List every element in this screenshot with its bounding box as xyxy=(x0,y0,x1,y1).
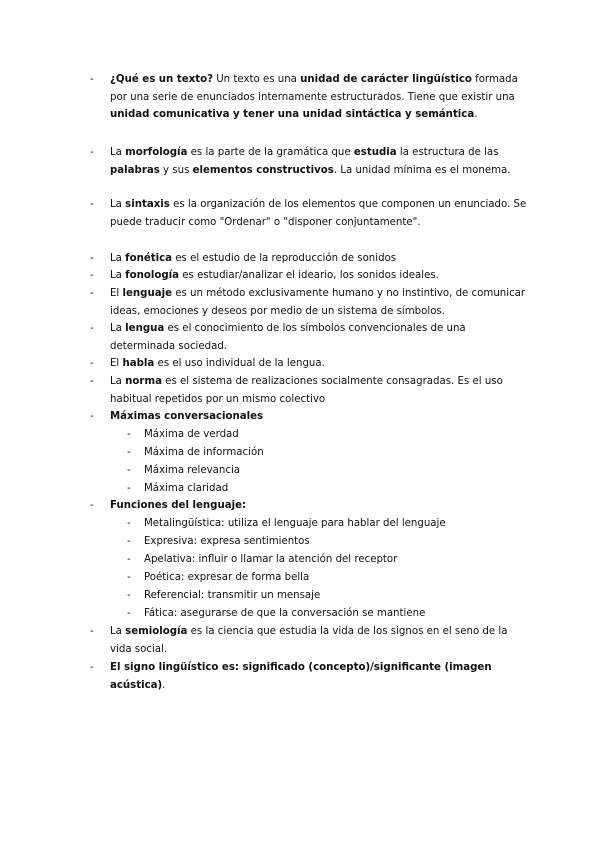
sub-item: - Fática: asegurarse de que la conversación se mantiene xyxy=(127,608,426,619)
sub-item: - Poética: expresar de forma bella xyxy=(127,572,310,583)
item-text: El habla es el uso individual de la lengua. xyxy=(110,358,325,369)
list-item-norma xyxy=(90,373,530,408)
sub-item: - Máxima claridad xyxy=(127,483,229,494)
item-text: La semiología es la ciencia que estudia la vida de los signos en el seno de la vida social. xyxy=(110,626,508,655)
list-item-signo xyxy=(90,659,530,694)
bullet-dash: - xyxy=(90,199,94,210)
bullet-dash: - xyxy=(90,147,94,158)
list-item-funciones xyxy=(90,497,530,515)
sub-item: - Metalingüística: utiliza el lenguaje para hablar del lenguaje xyxy=(127,518,446,529)
item-text: La sintaxis es la organización de los elementos que componen un enunciado. Se puede traducir como "Ordenar" o "disponer conjuntamente". xyxy=(110,199,527,228)
item-text: ¿Qué es un texto? Un texto es una unidad de carácter lingüístico formada por una serie de enunciados internamente estructurados. Tiene que existir una unidad comunicativa y tener una unidad sintáctica y semántica. xyxy=(110,74,518,120)
bullet-dash: - xyxy=(90,662,94,673)
list-item-morfologia xyxy=(90,144,530,179)
item-text: La fonología es estudiar/analizar el ideario, los sonidos ideales. xyxy=(110,270,439,281)
bullet-dash: - xyxy=(90,270,94,281)
item-text: La lengua es el conocimiento de los símbolos convencionales de una determinada sociedad. xyxy=(110,323,466,352)
list-item-texto xyxy=(90,71,530,124)
list-item-semiologia xyxy=(90,623,530,658)
item-text: El signo lingüístico es: significado (concepto)/significante (imagen acústica). xyxy=(110,662,492,691)
sub-item: - Apelativa: influir o llamar la atención del receptor xyxy=(127,554,398,565)
list-item-fonologia xyxy=(90,267,530,285)
bullet-dash: - xyxy=(90,74,94,85)
item-text: La fonética es el estudio de la reproducción de sonidos xyxy=(110,253,397,264)
bullet-dash: - xyxy=(90,323,94,334)
bullet-dash: - xyxy=(90,376,94,387)
list-item-maximas xyxy=(90,408,530,426)
list-item-sintaxis xyxy=(90,196,530,231)
sub-item: - Expresiva: expresa sentimientos xyxy=(127,536,310,547)
item-text: Funciones del lenguaje: xyxy=(110,500,247,511)
item-text: La norma es el sistema de realizaciones socialmente consagradas. Es el uso habitual repetidos por un mismo colectivo xyxy=(110,376,503,405)
list-item-fonetica xyxy=(90,250,530,268)
list-item-lengua xyxy=(90,320,530,355)
bullet-dash: - xyxy=(90,253,94,264)
sub-item: - Referencial: transmitir un mensaje xyxy=(127,590,321,601)
item-text: La morfología es la parte de la gramática que estudia la estructura de las palabras y sus elementos constructivos. La unidad mínima es el monema. xyxy=(110,147,511,176)
bullet-dash: - xyxy=(90,500,94,511)
list-item-habla xyxy=(90,355,530,373)
sub-item: - Máxima de verdad xyxy=(127,429,239,440)
sub-item: - Máxima de información xyxy=(127,447,264,458)
sub-item: - Máxima relevancia xyxy=(127,465,241,476)
item-text: El lenguaje es un método exclusivamente humano y no instintivo, de comunicar ideas, emociones y deseos por medio de un sistema de símbolos. xyxy=(110,288,526,317)
item-text: Máximas conversacionales xyxy=(110,411,264,422)
bullet-dash: - xyxy=(90,288,94,299)
bullet-dash: - xyxy=(90,626,94,637)
bullet-dash: - xyxy=(90,411,94,422)
bullet-dash: - xyxy=(90,358,94,369)
list-item-lenguaje xyxy=(90,285,530,320)
